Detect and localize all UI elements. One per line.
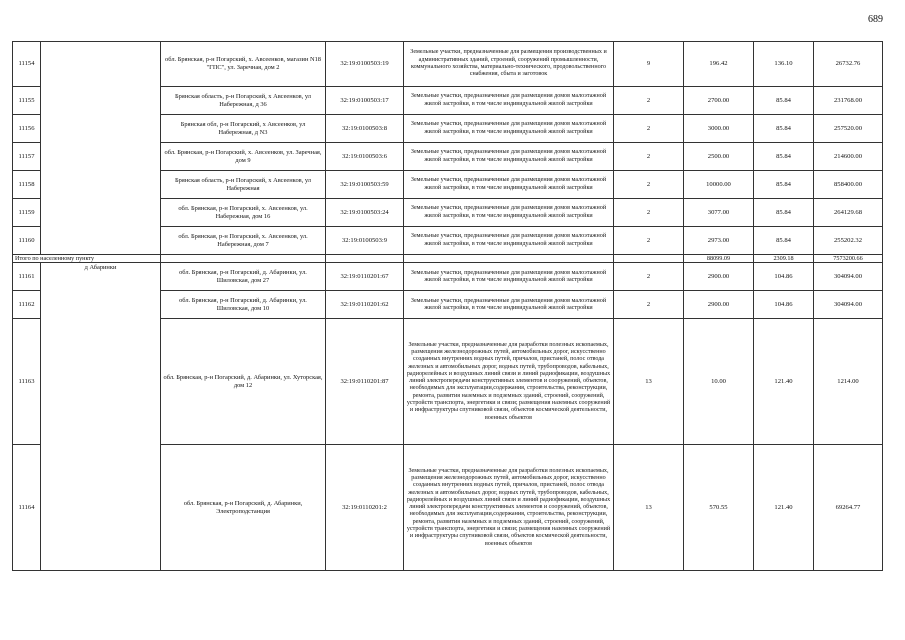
- land-use-cell: Земельные участки, предназначенные для размещения домов малоэтажной жилой застройки, в том числе индивидуальной жилой застройки: [404, 115, 614, 143]
- total-empty-cell: [326, 255, 404, 263]
- address-cell: обл. Брянская, р-н Погарский, д. Абаринки, Электроподстанция: [161, 445, 326, 571]
- rate-cell: 85.84: [754, 143, 814, 171]
- total-area: 88099.09: [684, 255, 754, 263]
- area-cell: 2900.00: [684, 291, 754, 319]
- value-cell: 264129.68: [814, 199, 883, 227]
- land-use-cell: Земельные участки, предназначенные для размещения домов малоэтажной жилой застройки, в том числе индивидуальной жилой застройки: [404, 87, 614, 115]
- row-id: 11156: [13, 115, 41, 143]
- land-use-cell: Земельные участки, предназначенные для разработки полезных ископаемых, размещения железнодорожных путей, автомобильных дорог, искусственно созданных внутренних водных путей, причалов, пристаней, полос отвода железных и автомобильных дорог, водных путей, трубопроводов, кабельных, радиорелейных и воздушных линий связи и линий радиофикации, воздушных линий электропередачи конструктивных элементов и сооружений, объектов, необходимых для эксплуатации,содержания, строительства, реконструкции, ремонта, развития наземных и подземных зданий, строений, сооружений, устройств транспорта, энергетики и связи; размещения наземных сооружений и инфраструктуры спутниковой связи, объектов космической деятельности, военных объектов: [404, 445, 614, 571]
- table-body-bottom: [13, 263, 883, 571]
- value-cell: 231768.00: [814, 87, 883, 115]
- value-cell: 26732.76: [814, 42, 883, 87]
- land-use-cell: Земельные участки, предназначенные для размещения домов малоэтажной жилой застройки, в том числе индивидуальной жилой застройки: [404, 171, 614, 199]
- total-row: [13, 255, 883, 263]
- value-cell: 858400.00: [814, 171, 883, 199]
- land-use-cell: Земельные участки, предназначенные для размещения домов малоэтажной жилой застройки, в том числе индивидуальной жилой застройки: [404, 291, 614, 319]
- total-empty-cell: [404, 255, 614, 263]
- row-id: 11159: [13, 199, 41, 227]
- rate-cell: 104.86: [754, 263, 814, 291]
- table-row: [13, 263, 883, 291]
- address-cell: обл. Брянская, р-н Погарский, х. Авсеенков, магазин N18 "ГПС", ул. Заречная, дом 2: [161, 42, 326, 87]
- area-cell: 2973.00: [684, 227, 754, 255]
- cadastral-number: 32:19:0100503:8: [326, 115, 404, 143]
- area-cell: 3000.00: [684, 115, 754, 143]
- row-id: 11158: [13, 171, 41, 199]
- use-code: 13: [614, 319, 684, 445]
- rate-cell: 85.84: [754, 115, 814, 143]
- total-empty-cell: [614, 255, 684, 263]
- address-cell: обл. Брянская, р-н Погарский, х. Авсеенков, ул. Набережная, дом 16: [161, 199, 326, 227]
- value-cell: 257520.00: [814, 115, 883, 143]
- value-cell: 255202.32: [814, 227, 883, 255]
- table-row: [13, 42, 883, 87]
- use-code: 9: [614, 42, 684, 87]
- table-body-top: [13, 42, 883, 255]
- rate-cell: 121.40: [754, 445, 814, 571]
- cadastral-number: 32:19:0100503:9: [326, 227, 404, 255]
- address-cell: Брянская обл, р-н Погарский, х Авсеенков, ул Набережная, д N3: [161, 115, 326, 143]
- land-use-cell: Земельные участки, предназначенные для размещения производственных и административных зданий, строений, сооружений промышленности, коммунального хозяйства, материально-технического, продовольственного снабжения, сбыта и заготовок: [404, 42, 614, 87]
- cadastral-number: 32:19:0110201:87: [326, 319, 404, 445]
- page-number: 689: [868, 14, 883, 25]
- use-code: 13: [614, 445, 684, 571]
- land-use-cell: Земельные участки, предназначенные для размещения домов малоэтажной жилой застройки, в том числе индивидуальной жилой застройки: [404, 199, 614, 227]
- table-total-section: [13, 255, 883, 263]
- cadastral-number: 32:19:0100503:19: [326, 42, 404, 87]
- area-cell: 2500.00: [684, 143, 754, 171]
- land-use-cell: Земельные участки, предназначенные для разработки полезных ископаемых, размещения железнодорожных путей, автомобильных дорог, искусственно созданных внутренних водных путей, причалов, пристаней, полос отвода железных и автомобильных дорог, водных путей, трубопроводов, кабельных, радиорелейных и воздушных линий связи и линий радиофикации, воздушных линий электропередачи конструктивных элементов и сооружений, объектов, необходимых для эксплуатации,содержания, строительства, реконструкции, ремонта, развития наземных и подземных зданий, строений, сооружений, устройств транспорта, энергетики и связи; размещения наземных сооружений и инфраструктуры спутниковой связи, объектов космической деятельности, военных объектов: [404, 319, 614, 445]
- area-cell: 10000.00: [684, 171, 754, 199]
- area-cell: 2700.00: [684, 87, 754, 115]
- cadastral-table: [12, 41, 883, 571]
- cadastral-number: 32:19:0100503:6: [326, 143, 404, 171]
- cadastral-number: 32:19:0110201:67: [326, 263, 404, 291]
- row-id: 11154: [13, 42, 41, 87]
- row-id: 11164: [13, 445, 41, 571]
- value-cell: 214600.00: [814, 143, 883, 171]
- total-label: Итого по населенному пункту: [13, 255, 161, 263]
- total-rate: 2309.18: [754, 255, 814, 263]
- use-code: 2: [614, 115, 684, 143]
- address-cell: обл. Брянская, р-н Погарский, д. Абаринки, ул. Шиловская, дом 10: [161, 291, 326, 319]
- use-code: 2: [614, 171, 684, 199]
- cadastral-number: 32:19:0100503:59: [326, 171, 404, 199]
- cadastral-number: 32:19:0100503:17: [326, 87, 404, 115]
- rate-cell: 85.84: [754, 227, 814, 255]
- use-code: 2: [614, 87, 684, 115]
- total-value: 7573200.66: [814, 255, 883, 263]
- area-cell: 10.00: [684, 319, 754, 445]
- empty-cell: [41, 42, 161, 255]
- address-cell: Брянская область, р-н Погарский, х Авсеенков, ул Набережная, д 36: [161, 87, 326, 115]
- use-code: 2: [614, 263, 684, 291]
- row-id: 11162: [13, 291, 41, 319]
- address-cell: обл. Брянская, р-н Погарский, д. Абаринки, ул. Шиловская, дом 27: [161, 263, 326, 291]
- address-cell: обл. Брянская, р-н Погарский, д. Абаринки, ул. Хуторская, дом 12: [161, 319, 326, 445]
- rate-cell: 136.10: [754, 42, 814, 87]
- rate-cell: 85.84: [754, 87, 814, 115]
- land-use-cell: Земельные участки, предназначенные для размещения домов малоэтажной жилой застройки, в том числе индивидуальной жилой застройки: [404, 263, 614, 291]
- area-cell: 196.42: [684, 42, 754, 87]
- area-cell: 570.55: [684, 445, 754, 571]
- row-id: 11163: [13, 319, 41, 445]
- rate-cell: 85.84: [754, 199, 814, 227]
- land-use-cell: Земельные участки, предназначенные для размещения домов малоэтажной жилой застройки, в том числе индивидуальной жилой застройки: [404, 227, 614, 255]
- group-title: д Абаринки: [84, 264, 117, 272]
- row-id: 11155: [13, 87, 41, 115]
- row-id: 11157: [13, 143, 41, 171]
- cadastral-number: 32:19:0110201:2: [326, 445, 404, 571]
- row-id: 11160: [13, 227, 41, 255]
- value-cell: 69264.77: [814, 445, 883, 571]
- address-cell: Брянская область, р-н Погарский, х Авсеенков, ул Набережная: [161, 171, 326, 199]
- rate-cell: 85.84: [754, 171, 814, 199]
- address-cell: обл. Брянская, р-н Погарский, х. Авсеенков, ул. Набережная, дом 7: [161, 227, 326, 255]
- group-title-cell: [41, 263, 161, 571]
- area-cell: 3077.00: [684, 199, 754, 227]
- area-cell: 2900.00: [684, 263, 754, 291]
- use-code: 2: [614, 291, 684, 319]
- cadastral-number: 32:19:0100503:24: [326, 199, 404, 227]
- row-id: 11161: [13, 263, 41, 291]
- rate-cell: 104.86: [754, 291, 814, 319]
- value-cell: 1214.00: [814, 319, 883, 445]
- address-cell: обл. Брянская, р-н Погарский, х. Авсеенков, ул. Заречная, дом 9: [161, 143, 326, 171]
- rate-cell: 121.40: [754, 319, 814, 445]
- use-code: 2: [614, 227, 684, 255]
- use-code: 2: [614, 143, 684, 171]
- value-cell: 304094.00: [814, 263, 883, 291]
- cadastral-number: 32:19:0110201:62: [326, 291, 404, 319]
- use-code: 2: [614, 199, 684, 227]
- land-use-cell: Земельные участки, предназначенные для размещения домов малоэтажной жилой застройки, в том числе индивидуальной жилой застройки: [404, 143, 614, 171]
- value-cell: 304094.00: [814, 291, 883, 319]
- total-empty-cell: [161, 255, 326, 263]
